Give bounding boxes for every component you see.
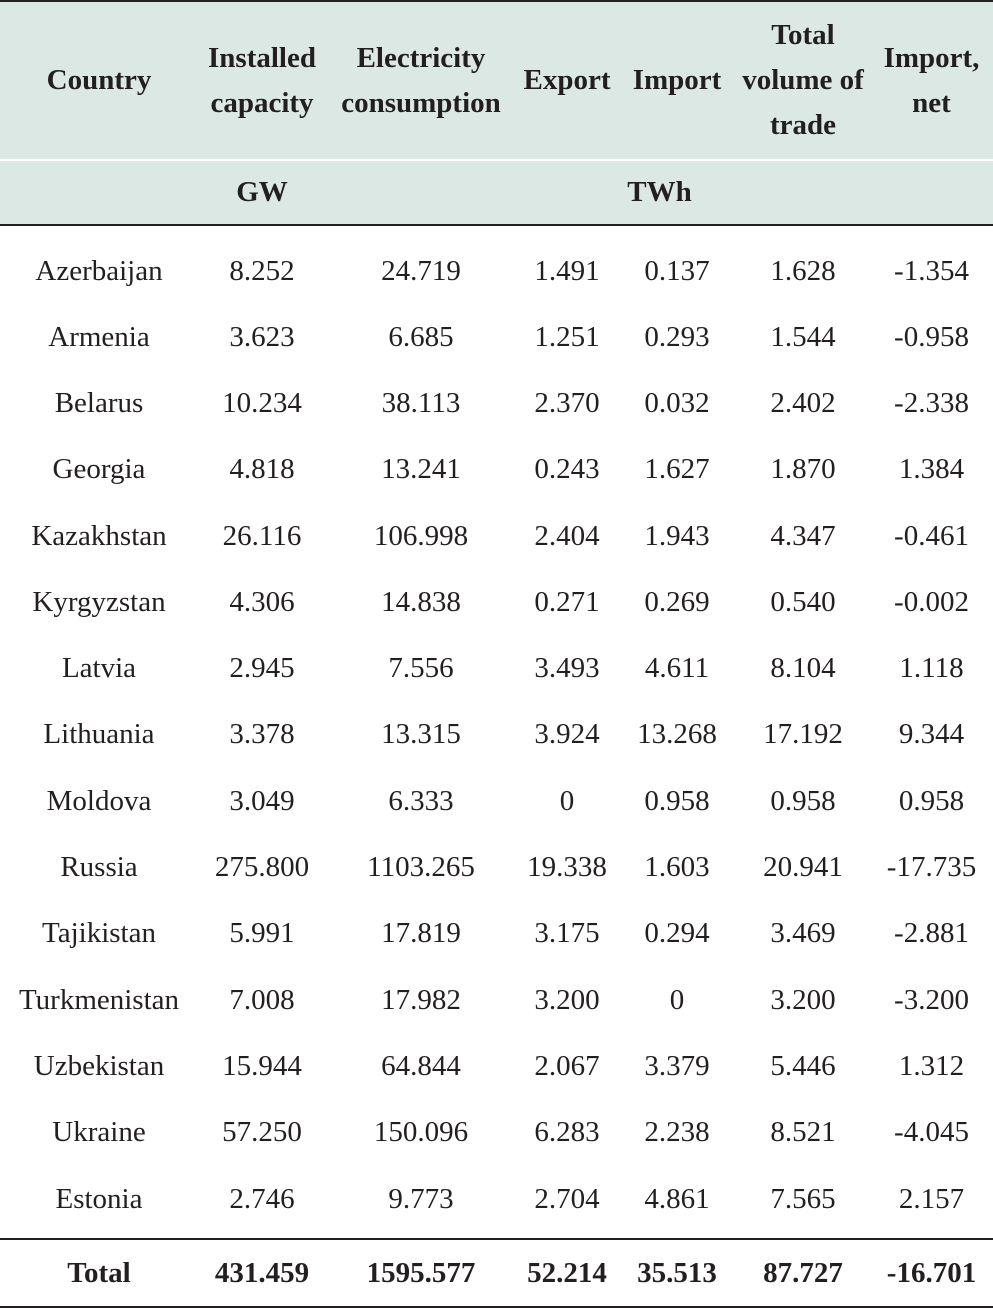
unit-empty — [0, 160, 198, 225]
cell-trade: 3.200 — [770, 983, 836, 1016]
unit-twh: TWh — [326, 160, 993, 225]
table-row — [0, 370, 993, 436]
cell-installed: 3.623 — [229, 320, 295, 353]
table-body — [0, 225, 993, 1307]
cell-trade: 1.628 — [770, 254, 836, 287]
cell-country: Turkmenistan — [18, 983, 180, 1016]
cell-installed: 2.746 — [229, 1182, 295, 1215]
cell-consumption: 6.685 — [388, 320, 454, 353]
cell-installed: 4.818 — [229, 453, 295, 486]
cell-consumption: 7.556 — [388, 652, 454, 685]
cell-net: -0.461 — [894, 519, 969, 552]
header-total-trade: Total volume of trade — [736, 1, 870, 160]
cell-export: 0.243 — [534, 453, 600, 486]
cell-import: 4.861 — [644, 1182, 710, 1215]
cell-country: Belarus — [54, 386, 144, 419]
cell-import: 2.238 — [644, 1116, 710, 1149]
cell-export: 3.200 — [534, 983, 600, 1016]
cell-country: Georgia — [52, 453, 146, 486]
cell-export: 3.175 — [534, 917, 600, 950]
cell-country: Ukraine — [52, 1116, 146, 1149]
cell-import: 0.032 — [644, 386, 710, 419]
total-installed: 431.459 — [198, 1239, 326, 1307]
cell-installed: 57.250 — [222, 1116, 302, 1149]
cell-trade: 20.941 — [763, 851, 843, 884]
cell-net: 1.312 — [898, 1049, 965, 1082]
cell-installed: 4.306 — [229, 585, 295, 618]
cell-installed: 10.234 — [222, 386, 302, 419]
unit-row — [0, 160, 993, 225]
cell-consumption: 6.333 — [388, 784, 454, 817]
header-installed-capacity: Installed capacity — [198, 1, 326, 160]
total-row — [0, 1239, 993, 1307]
cell-consumption: 150.096 — [373, 1116, 469, 1149]
cell-net: -4.045 — [894, 1116, 969, 1149]
table-row — [0, 635, 993, 701]
cell-installed: 8.252 — [229, 254, 295, 287]
table-row — [0, 304, 993, 370]
cell-consumption: 1103.265 — [367, 851, 475, 884]
header-import: Import — [618, 1, 736, 160]
cell-trade: 4.347 — [770, 519, 836, 552]
cell-net: -0.002 — [894, 585, 969, 618]
table-header — [0, 1, 993, 225]
header-export: Export — [516, 1, 618, 160]
cell-export: 2.067 — [534, 1049, 600, 1082]
cell-trade: 1.544 — [770, 320, 836, 353]
cell-trade: 8.521 — [770, 1116, 836, 1149]
cell-installed: 2.945 — [229, 652, 295, 685]
cell-export: 0 — [559, 784, 575, 817]
cell-export: 2.404 — [534, 519, 600, 552]
total-export: 52.214 — [516, 1239, 618, 1307]
total-trade: 87.727 — [736, 1239, 870, 1307]
cell-consumption: 106.998 — [373, 519, 469, 552]
cell-trade: 8.104 — [770, 652, 836, 685]
cell-country: Kyrgyzstan — [32, 585, 166, 618]
cell-import: 13.268 — [637, 718, 717, 751]
cell-installed: 15.944 — [222, 1049, 302, 1082]
total-net: -16.701 — [870, 1239, 993, 1307]
cell-import: 4.611 — [644, 652, 710, 685]
cell-import: 0.137 — [644, 254, 710, 287]
cell-country: Estonia — [55, 1182, 143, 1215]
table-row — [0, 702, 993, 768]
cell-export: 0.271 — [534, 585, 600, 618]
cell-trade: 7.565 — [770, 1182, 836, 1215]
cell-net: -2.881 — [894, 917, 969, 950]
cell-trade: 0.958 — [770, 784, 836, 817]
cell-export: 2.704 — [534, 1182, 600, 1215]
table-row — [0, 437, 993, 503]
cell-installed: 275.800 — [214, 851, 310, 884]
cell-import: 0.294 — [644, 917, 710, 950]
cell-export: 3.493 — [534, 652, 600, 685]
cell-trade: 3.469 — [770, 917, 836, 950]
cell-import: 0.958 — [644, 784, 710, 817]
cell-trade: 5.446 — [770, 1049, 836, 1082]
table-row — [0, 1100, 993, 1166]
cell-consumption: 38.113 — [381, 386, 461, 419]
cell-import: 1.943 — [644, 519, 710, 552]
table-row — [0, 225, 993, 304]
cell-installed: 3.378 — [229, 718, 295, 751]
cell-net: 9.344 — [898, 718, 965, 751]
cell-consumption: 64.844 — [381, 1049, 461, 1082]
cell-net: -17.735 — [886, 851, 977, 884]
table-row — [0, 967, 993, 1033]
cell-consumption: 17.819 — [381, 917, 461, 950]
table-row — [0, 503, 993, 569]
cell-trade: 2.402 — [770, 386, 836, 419]
cell-country: Kazakhstan — [31, 519, 167, 552]
cell-trade: 17.192 — [763, 718, 843, 751]
cell-net: 2.157 — [898, 1182, 965, 1215]
cell-export: 19.338 — [527, 851, 607, 884]
cell-import: 0.293 — [644, 320, 710, 353]
header-country: Country — [0, 1, 198, 160]
cell-net: 1.118 — [899, 652, 964, 685]
cell-import: 1.603 — [644, 851, 710, 884]
cell-country: Russia — [60, 851, 138, 884]
cell-export: 1.491 — [534, 254, 600, 287]
cell-country: Armenia — [48, 320, 150, 353]
cell-net: 0.958 — [898, 784, 965, 817]
cell-trade: 1.870 — [770, 453, 836, 486]
table-row — [0, 901, 993, 967]
cell-import: 0.269 — [644, 585, 710, 618]
cell-export: 3.924 — [534, 718, 600, 751]
cell-import: 3.379 — [644, 1049, 710, 1082]
total-consumption: 1595.577 — [326, 1239, 516, 1307]
cell-import: 1.627 — [644, 453, 710, 486]
cell-export: 6.283 — [534, 1116, 600, 1149]
cell-country: Uzbekistan — [33, 1049, 165, 1082]
table-row — [0, 569, 993, 635]
header-import-net: Import, net — [870, 1, 993, 160]
cell-export: 2.370 — [534, 386, 600, 419]
cell-country: Lithuania — [43, 718, 155, 751]
cell-consumption: 17.982 — [381, 983, 461, 1016]
table-row — [0, 768, 993, 834]
cell-export: 1.251 — [534, 320, 600, 353]
cell-installed: 26.116 — [222, 519, 302, 552]
table-row — [0, 1033, 993, 1099]
cell-installed: 7.008 — [229, 983, 295, 1016]
cell-import: 0 — [669, 983, 685, 1016]
table-row — [0, 1166, 993, 1239]
cell-installed: 3.049 — [229, 784, 295, 817]
cell-consumption: 13.241 — [381, 453, 461, 486]
unit-gw: GW — [198, 160, 326, 225]
total-country: Total — [0, 1239, 198, 1307]
cell-installed: 5.991 — [229, 917, 295, 950]
header-electricity-consumption: Electricity consumption — [326, 1, 516, 160]
cell-net: -2.338 — [894, 386, 969, 419]
column-header-row — [0, 1, 993, 160]
cell-consumption: 24.719 — [381, 254, 461, 287]
cell-country: Tajikistan — [42, 917, 156, 950]
cell-net: -3.200 — [894, 983, 969, 1016]
cell-net: 1.384 — [898, 453, 965, 486]
cell-country: Latvia — [61, 652, 137, 685]
cell-country: Moldova — [46, 784, 152, 817]
cell-country: Azerbaijan — [35, 254, 163, 287]
cell-consumption: 14.838 — [381, 585, 461, 618]
cell-consumption: 9.773 — [388, 1182, 454, 1215]
total-import: 35.513 — [618, 1239, 736, 1307]
cell-trade: 0.540 — [770, 585, 836, 618]
table-row — [0, 834, 993, 900]
cell-net: -1.354 — [894, 254, 969, 287]
cell-consumption: 13.315 — [381, 718, 461, 751]
cell-net: -0.958 — [894, 320, 969, 353]
